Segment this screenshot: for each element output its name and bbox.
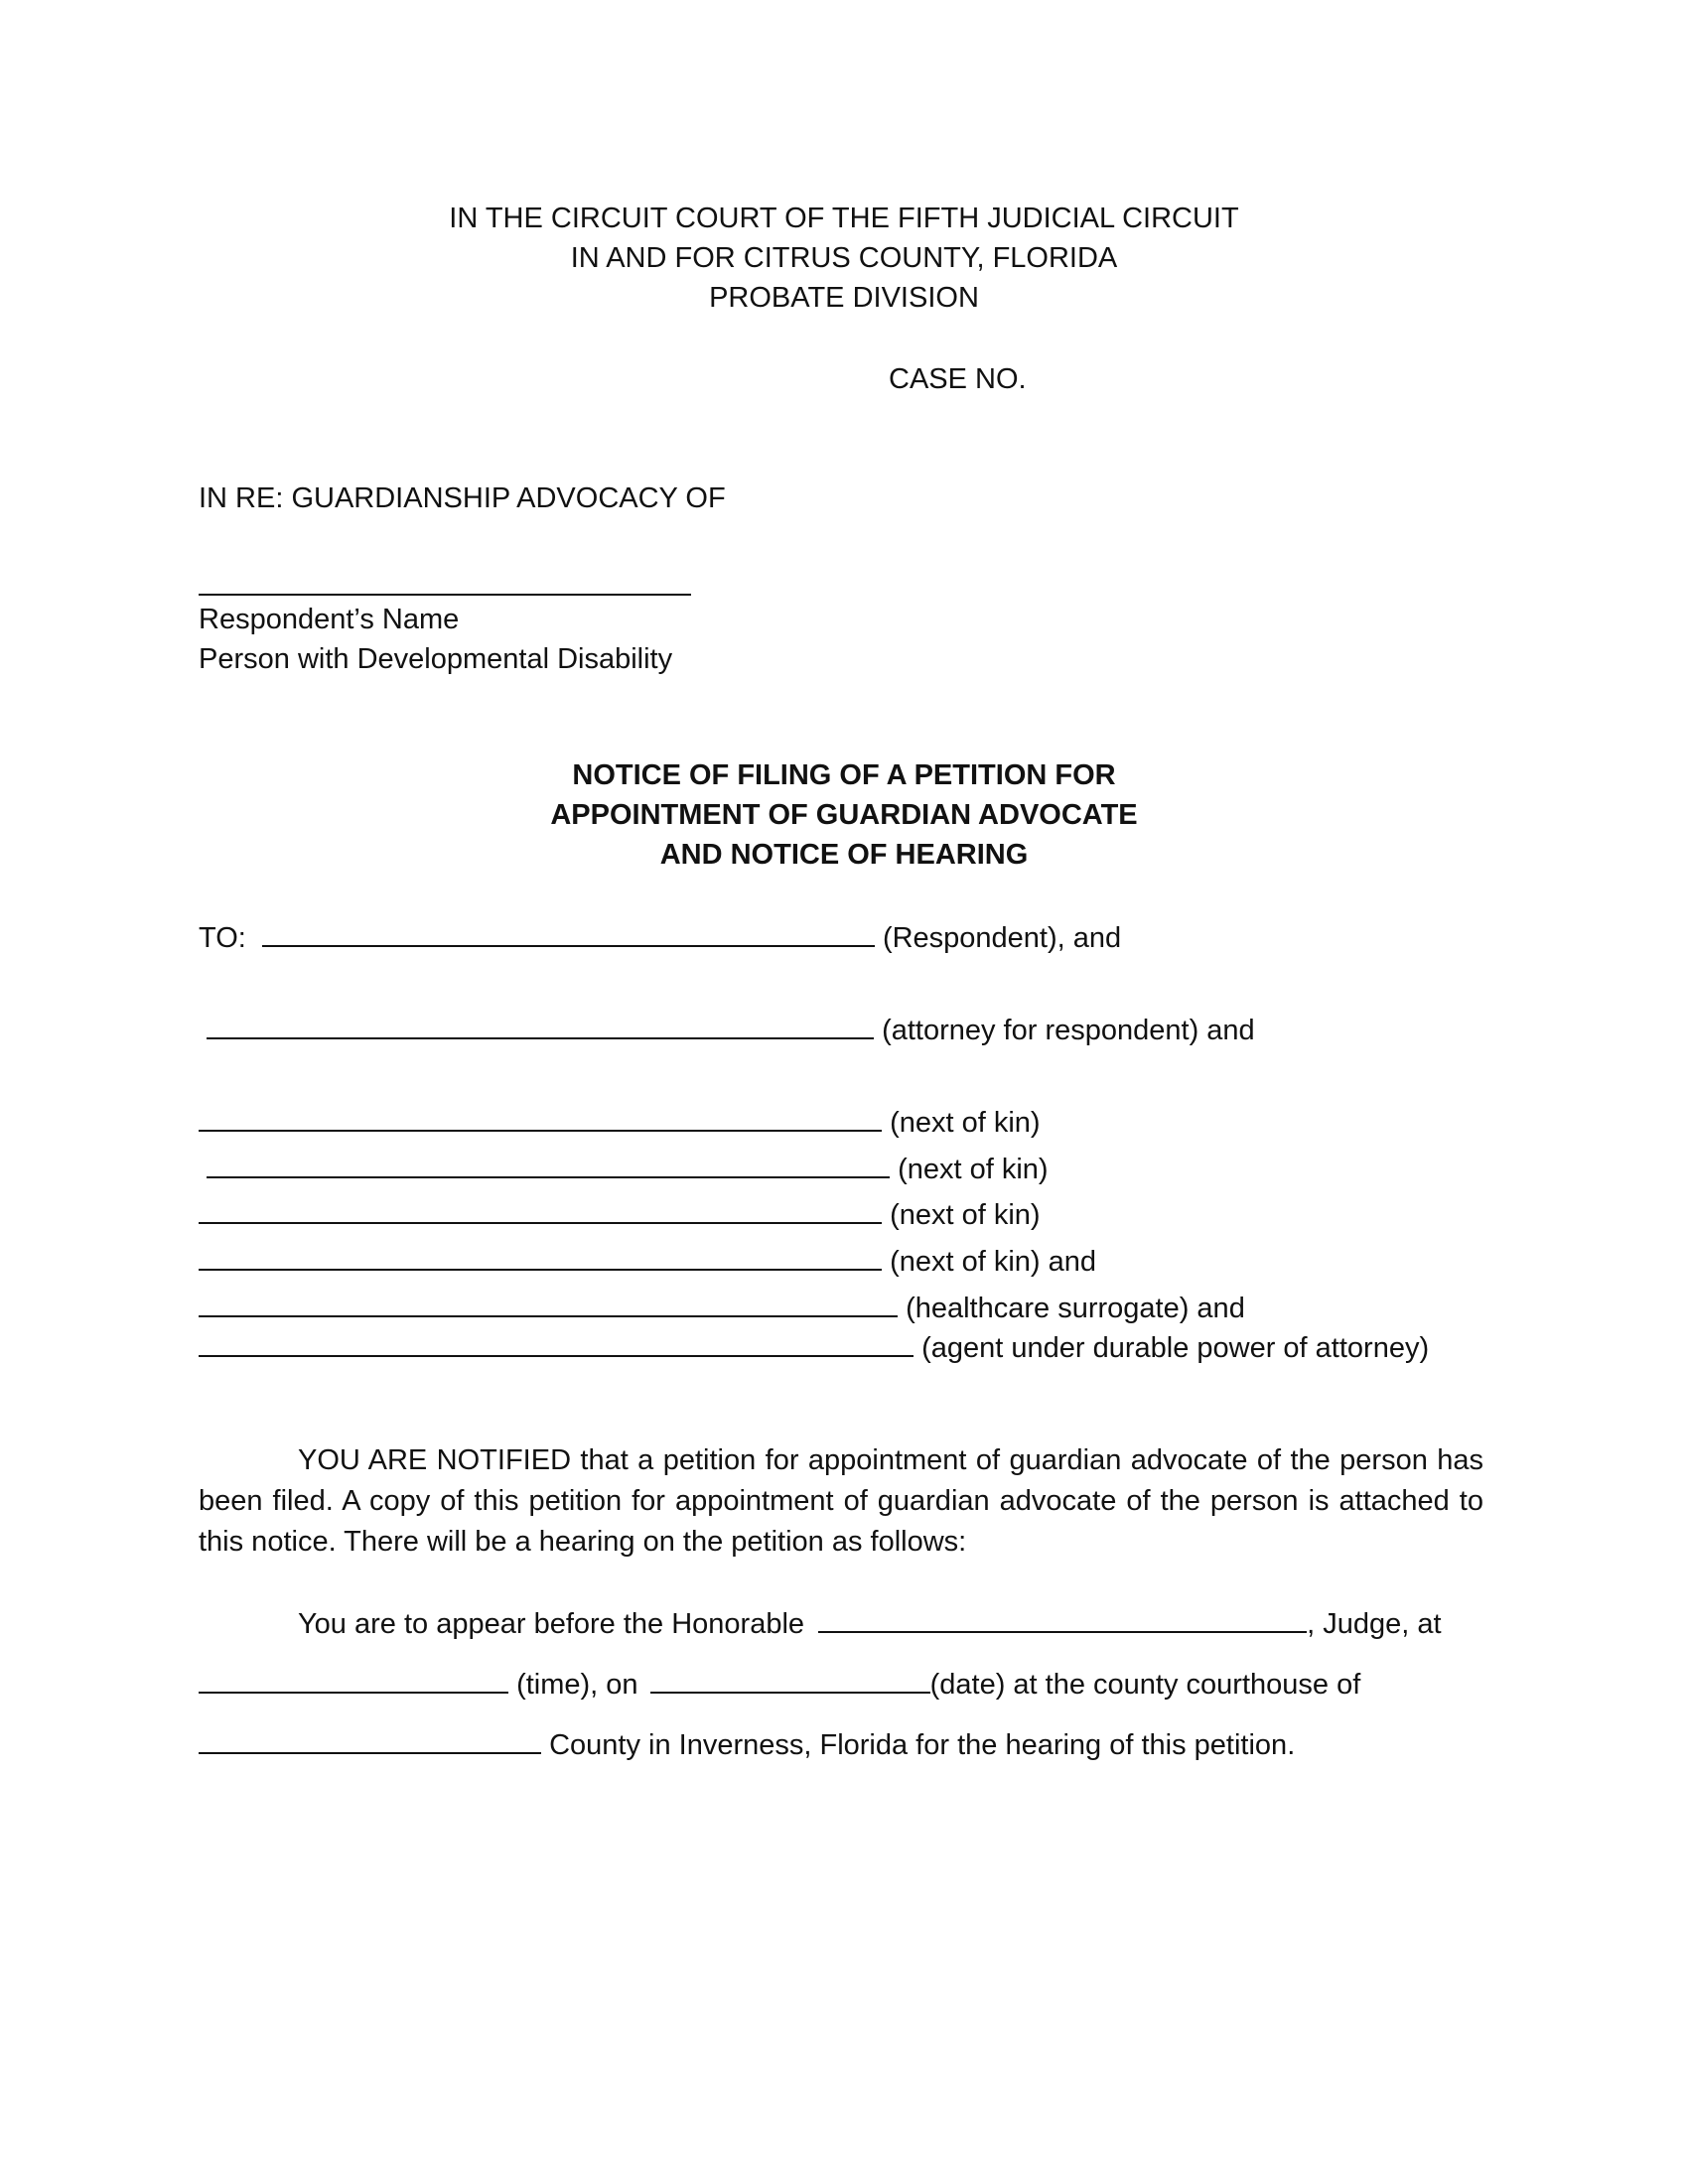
date-at-text: (date) at the county courthouse of (929, 1669, 1361, 1701)
next-of-kin-field-3[interactable] (199, 1192, 882, 1224)
case-number-label: CASE NO. (889, 363, 1027, 395)
attorney-field[interactable] (207, 1008, 874, 1039)
attorney-suffix: (attorney for respondent) and (882, 1015, 1255, 1046)
respondent-name-label: Respondent’s Name (199, 604, 460, 635)
respondent-suffix: (Respondent), and (882, 922, 1122, 954)
court-line-2: IN AND FOR CITRUS COUNTY, FLORIDA (570, 242, 1118, 274)
title-line-3: AND NOTICE OF HEARING (659, 839, 1029, 871)
next-of-kin-line-2 (207, 1147, 1049, 1189)
time-field[interactable] (199, 1662, 508, 1694)
next-of-kin-suffix-3: (next of kin) (890, 1199, 1041, 1231)
title-line-2: APPOINTMENT OF GUARDIAN ADVOCATE (550, 799, 1138, 831)
appear-before-line (298, 1601, 1442, 1644)
next-of-kin-suffix-4: (next of kin) and (890, 1246, 1097, 1278)
county-in-text: County in Inverness, Florida for the hearing of this petition. (549, 1729, 1296, 1761)
next-of-kin-suffix-2: (next of kin) (898, 1154, 1049, 1185)
appear-before-text: You are to appear before the Honorable (298, 1608, 805, 1640)
county-field[interactable] (199, 1722, 541, 1754)
time-date-line (199, 1662, 1360, 1705)
title-line-1: NOTICE OF FILING OF A PETITION FOR (572, 759, 1116, 791)
respondent-field[interactable] (262, 915, 875, 947)
next-of-kin-suffix-1: (next of kin) (890, 1107, 1041, 1139)
next-of-kin-line-1 (199, 1100, 1041, 1143)
agent-field[interactable] (199, 1325, 914, 1357)
date-field[interactable] (650, 1662, 930, 1694)
next-of-kin-line-3 (199, 1192, 1041, 1235)
division-line: PROBATE DIVISION (709, 282, 979, 314)
healthcare-surrogate-line (199, 1286, 1245, 1328)
healthcare-surrogate-suffix: (healthcare surrogate) and (906, 1293, 1245, 1324)
respondent-name-field[interactable] (199, 594, 691, 596)
respondent-description: Person with Developmental Disability (199, 643, 673, 675)
court-line-1: IN THE CIRCUIT COURT OF THE FIFTH JUDICIAL CIRCUIT (449, 203, 1239, 234)
next-of-kin-field-4[interactable] (199, 1239, 882, 1271)
to-line (199, 915, 1121, 958)
county-line (199, 1722, 1295, 1765)
judge-at-text: , Judge, at (1307, 1608, 1442, 1640)
agent-suffix: (agent under durable power of attorney) (921, 1332, 1430, 1364)
agent-line (199, 1325, 1429, 1368)
to-label: TO: (199, 922, 246, 954)
notified-paragraph: YOU ARE NOTIFIED that a petition for appointment of guardian advocate of the person has been filed. A copy of this petition for appointment of guardian advocate of the person is attached to this notice. There will be a hearing on the petition as follows: (199, 1444, 1483, 1558)
in-re-line: IN RE: GUARDIANSHIP ADVOCACY OF (199, 482, 726, 514)
next-of-kin-line-4 (199, 1239, 1096, 1282)
healthcare-surrogate-field[interactable] (199, 1286, 898, 1317)
time-on-text: (time), on (516, 1669, 638, 1701)
judge-name-field[interactable] (818, 1601, 1307, 1633)
attorney-line (207, 1008, 1255, 1050)
next-of-kin-field-2[interactable] (207, 1147, 890, 1178)
next-of-kin-field-1[interactable] (199, 1100, 882, 1132)
